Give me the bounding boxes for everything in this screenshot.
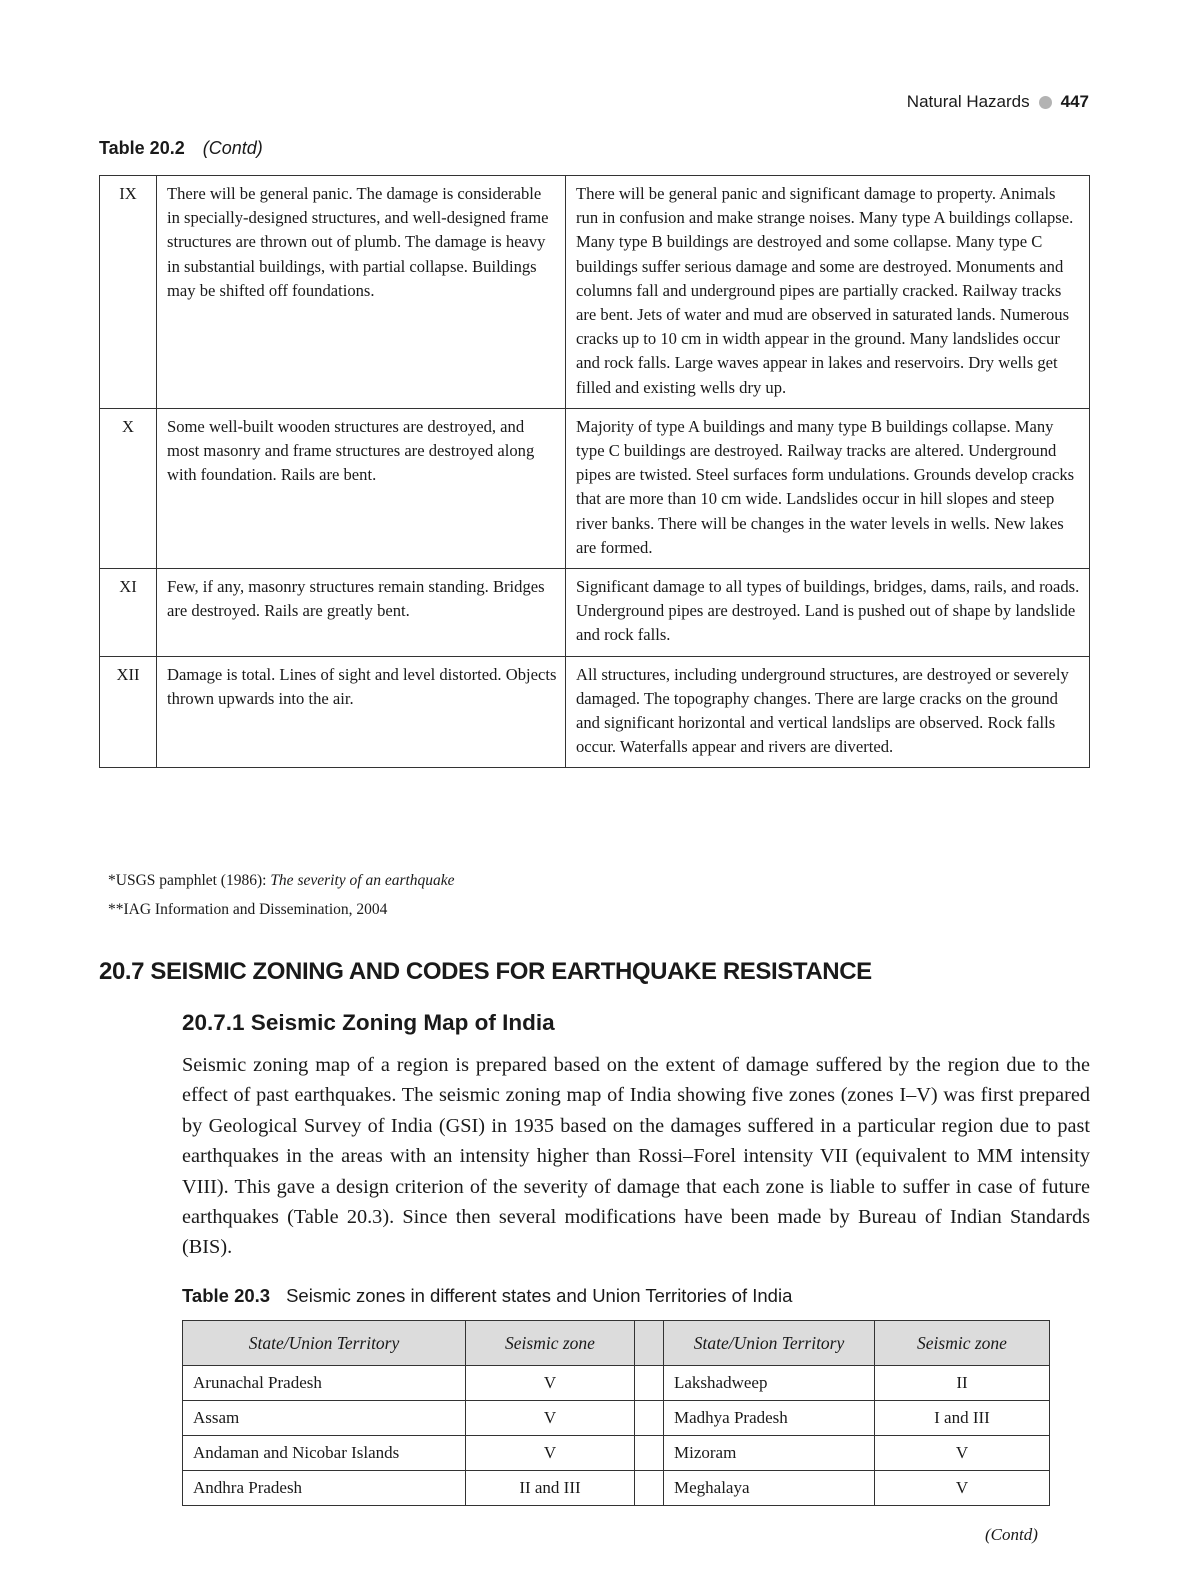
state-cell: Andaman and Nicobar Islands (183, 1436, 466, 1471)
column-gap (635, 1436, 664, 1471)
running-head-title: Natural Hazards (906, 92, 1030, 111)
table-20-3-title: Seismic zones in different states and Union Territories of India (286, 1285, 793, 1306)
table-20-3-caption (182, 1285, 792, 1307)
footnotes (108, 866, 455, 924)
state-cell: Lakshadweep (664, 1366, 875, 1401)
running-head (907, 92, 1089, 112)
table-row (100, 656, 1090, 768)
section-heading: 20.7 SEISMIC ZONING AND CODES FOR EARTHQUAKE RESISTANCE (99, 958, 872, 985)
effects-description: Significant damage to all types of buildings, bridges, dams, rails, and roads. Underground pipes are destroyed. Land is pushed out of shape by landslide and rock falls. (566, 569, 1090, 657)
zone-cell: II and III (466, 1471, 635, 1506)
table-row (183, 1366, 1050, 1401)
intensity-level: XII (100, 656, 157, 768)
table-20-3 (182, 1320, 1050, 1506)
footnote-1-prefix: *USGS pamphlet (1986): (108, 872, 271, 889)
damage-description: Some well-built wooden structures are destroyed, and most masonry and frame structures are destroyed along with foundation. Rails are bent. (157, 408, 566, 568)
table-row (183, 1471, 1050, 1506)
table-header-row (183, 1321, 1050, 1366)
zone-cell: I and III (875, 1401, 1050, 1436)
state-cell: Madhya Pradesh (664, 1401, 875, 1436)
bullet-dot-icon (1039, 96, 1052, 109)
footnote-1 (108, 866, 455, 895)
column-header: State/Union Territory (664, 1321, 875, 1366)
column-header: Seismic zone (466, 1321, 635, 1366)
column-header: Seismic zone (875, 1321, 1050, 1366)
table-20-2 (99, 175, 1090, 768)
zone-cell: V (875, 1471, 1050, 1506)
zone-cell: V (875, 1436, 1050, 1471)
damage-description: There will be general panic. The damage is considerable in specially-designed structures, and well-designed frame structures are thrown out of plumb. The damage is heavy in substantial buildings, with partial collapse. Buildings may be shifted off foundations. (157, 176, 566, 409)
intensity-level: XI (100, 569, 157, 657)
state-cell: Meghalaya (664, 1471, 875, 1506)
effects-description: There will be general panic and significant damage to property. Animals run in confusion and make strange noises. Many type A buildings collapse. Many type B buildings are destroyed and some collapse. Many type C buildings suffer serious damage and some are destroyed. Monuments and columns fall and underground pipes are partially cracked. Railway tracks are bent. Jets of water and mud are observed in saturated lands. Numerous cracks up to 10 cm in width appear in the ground. Many landslides occur and rock falls. Large waves appear in lakes and reservoirs. Dry wells get filled and existing wells dry up. (566, 176, 1090, 409)
state-cell: Mizoram (664, 1436, 875, 1471)
table-row (183, 1401, 1050, 1436)
contd-text: (Contd) (985, 1525, 1038, 1544)
footnote-1-title: The severity of an earthquake (270, 872, 455, 889)
state-cell: Arunachal Pradesh (183, 1366, 466, 1401)
state-cell: Assam (183, 1401, 466, 1436)
damage-description: Few, if any, masonry structures remain standing. Bridges are destroyed. Rails are greatly bent. (157, 569, 566, 657)
zone-cell: V (466, 1401, 635, 1436)
page-number: 447 (1060, 92, 1089, 111)
table-row (100, 176, 1090, 409)
table-row (183, 1436, 1050, 1471)
column-gap (635, 1471, 664, 1506)
table-20-2-caption (99, 138, 263, 159)
intensity-level: X (100, 408, 157, 568)
zone-cell: II (875, 1366, 1050, 1401)
damage-description: Damage is total. Lines of sight and level distorted. Objects thrown upwards into the air. (157, 656, 566, 768)
body-paragraph: Seismic zoning map of a region is prepared based on the extent of damage suffered by the region due to the effect of past earthquakes. The seismic zoning map of India showing five zones (zones I–V) was first prepared by Geological Survey of India (GSI) in 1935 based on the damages suffered in a particular region due to past earthquakes in the areas with an intensity higher than Rossi–Forel intensity VII (equivalent to MM intensity VIII). This gave a design criterion of the severity of damage that each zone is liable to suffer in case of future earthquakes (Table 20.3). Since then several modifications have been made by Bureau of Indian Standards (BIS). (182, 1054, 1090, 1259)
state-cell: Andhra Pradesh (183, 1471, 466, 1506)
table-20-2-label: Table 20.2 (99, 138, 185, 158)
zone-cell: V (466, 1366, 635, 1401)
zone-cell: V (466, 1436, 635, 1471)
effects-description: Majority of type A buildings and many type B buildings collapse. Many type C buildings are destroyed. Railway tracks are altered. Underground pipes are twisted. Steel surfaces form undulations. Grounds develop cracks that are more than 10 cm wide. Landslides occur in hill slopes and steep river banks. There will be changes in the water levels in wells. New lakes are formed. (566, 408, 1090, 568)
table-20-3-label: Table 20.3 (182, 1285, 271, 1306)
column-gap (635, 1401, 664, 1436)
table-20-2-contd: (Contd) (202, 138, 263, 158)
footnote-2: **IAG Information and Dissemination, 2004 (108, 901, 388, 918)
table-row (100, 408, 1090, 568)
effects-description: All structures, including underground structures, are destroyed or severely damaged. The topography changes. There are large cracks on the ground and significant horizontal and vertical landslips are observed. Rock falls occur. Waterfalls appear and rivers are diverted. (566, 656, 1090, 768)
column-gap (635, 1321, 664, 1366)
column-gap (635, 1366, 664, 1401)
column-header: State/Union Territory (183, 1321, 466, 1366)
table-20-3-contd (985, 1525, 1038, 1545)
subsection-heading: 20.7.1 Seismic Zoning Map of India (182, 1010, 555, 1035)
table-row (100, 569, 1090, 657)
intensity-level: IX (100, 176, 157, 409)
